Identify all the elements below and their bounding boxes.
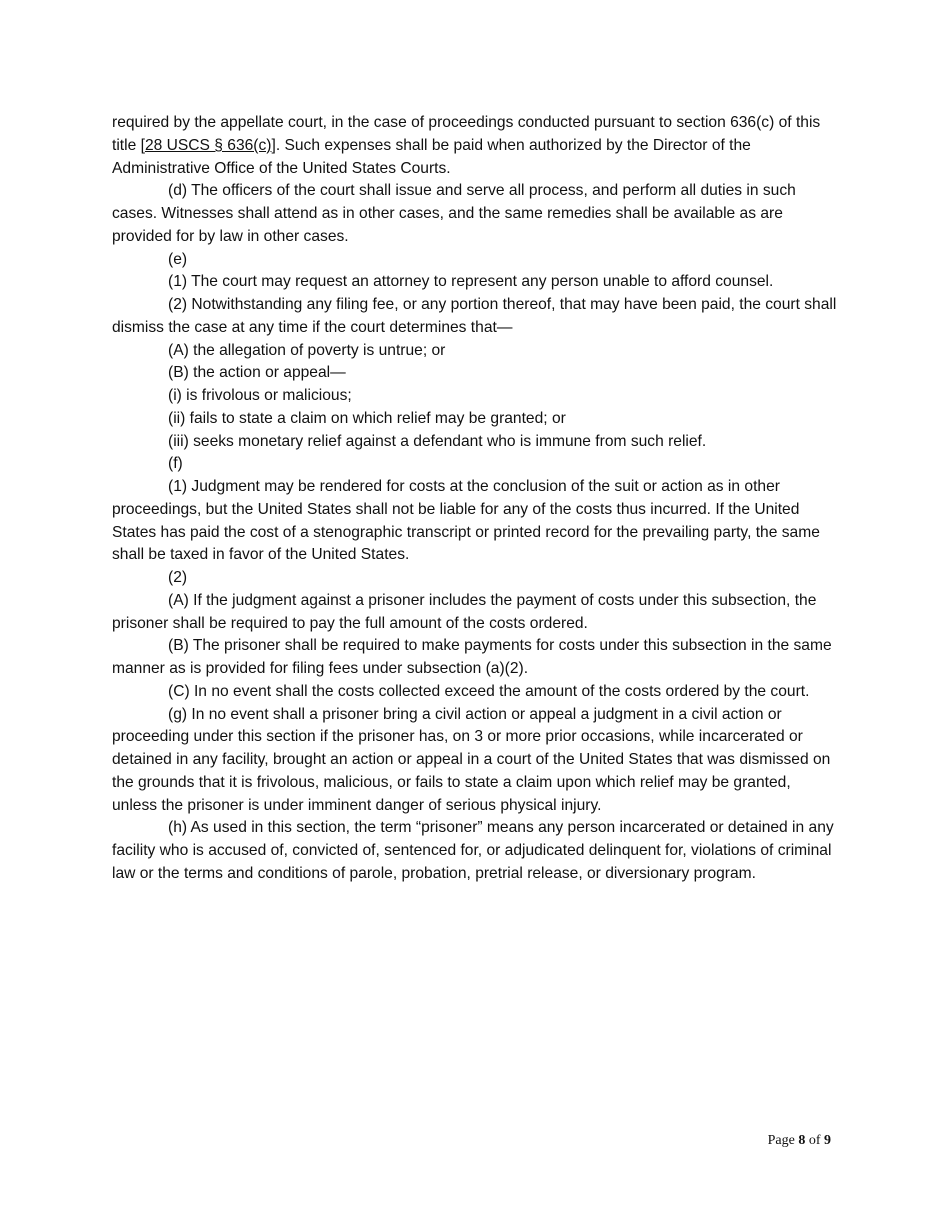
paragraph-e-2-b-i: (i) is frivolous or malicious; bbox=[168, 387, 352, 404]
paragraph-h: (h) As used in this section, the term “prisoner” means any person incarcerated or detained in any facility who is accused of, convicted of, sentenced for, or adjudicated delinquent for, violations of criminal law or the terms and conditions of parole, probation, pretrial release, or diversionary program. bbox=[112, 819, 834, 882]
paragraph-f-2-c: (C) In no event shall the costs collected exceed the amount of the costs ordered by the court. bbox=[168, 682, 810, 700]
current-page-number: 8 bbox=[798, 1133, 806, 1148]
page-number-footer bbox=[700, 1133, 831, 1149]
paragraph-e-heading: (e) bbox=[168, 250, 188, 268]
of-label: of bbox=[808, 1133, 821, 1148]
paragraph-f-1: (1) Judgment may be rendered for costs at the conclusion of the suit or action as in other proceedings, but the United States shall not be liable for any of the costs thus incurred. If the United States has paid the cost of a stenographic transcript or printed record for the prevailing party, the same shall be taxed in favor of the United States. bbox=[112, 478, 820, 564]
intro-paragraph bbox=[112, 112, 838, 180]
intro-text-after: ]. Such expenses shall be paid when authorized by the Director of the Administrative Office of the United States Courts. bbox=[112, 136, 751, 177]
citation-link[interactable]: 28 USCS § 636(c) bbox=[144, 136, 272, 154]
document-body bbox=[112, 112, 838, 886]
paragraph-f-2-b: (B) The prisoner shall be required to make payments for costs under this subsection in the same manner as is provided for filing fees under subsection (a)(2). bbox=[112, 637, 832, 677]
paragraph-g: (g) In no event shall a prisoner bring a civil action or appeal a judgment in a civil action or proceeding under this section if the prisoner has, on 3 or more prior occasions, while incarcerated or detained in any facility, brought an action or appeal in a court of the United States that was dismissed on the grounds that it is frivolous, malicious, or fails to state a claim upon which relief may be granted, unless the prisoner is under imminent danger of serious physical injury. bbox=[112, 705, 831, 814]
paragraph-f-2-a: (A) If the judgment against a prisoner includes the payment of costs under this subsection, the prisoner shall be required to pay the full amount of the costs ordered. bbox=[112, 591, 817, 632]
paragraph-e-2-b-ii: (ii) fails to state a claim on which relief may be granted; or bbox=[168, 409, 566, 427]
paragraph-f-heading: (f) bbox=[168, 455, 183, 473]
paragraph-e-2: (2) Notwithstanding any filing fee, or any portion thereof, that may have been paid, the court shall dismiss the case at any time if the court determines that— bbox=[112, 296, 837, 336]
paragraph-e-2-b-iii: (iii) seeks monetary relief against a defendant who is immune from such relief. bbox=[168, 432, 707, 450]
paragraph-e-2-b: (B) the action or appeal— bbox=[168, 364, 346, 382]
page-label: Page bbox=[767, 1133, 795, 1148]
paragraph-e-2-a: (A) the allegation of poverty is untrue; or bbox=[168, 341, 446, 359]
paragraph-f-2-heading: (2) bbox=[168, 569, 188, 586]
paragraph-e-1: (1) The court may request an attorney to represent any person unable to afford counsel. bbox=[168, 273, 774, 291]
intro-text-before: required by the appellate court, in the case of proceedings conducted pursuant to section 636(c) of this title [ bbox=[112, 114, 821, 154]
total-page-count: 9 bbox=[824, 1133, 831, 1148]
paragraph-d: (d) The officers of the court shall issue and serve all process, and perform all duties in such cases. Witnesses shall attend as in other cases, and the same remedies shall be available as are provided for by law in other cases. bbox=[112, 182, 796, 245]
